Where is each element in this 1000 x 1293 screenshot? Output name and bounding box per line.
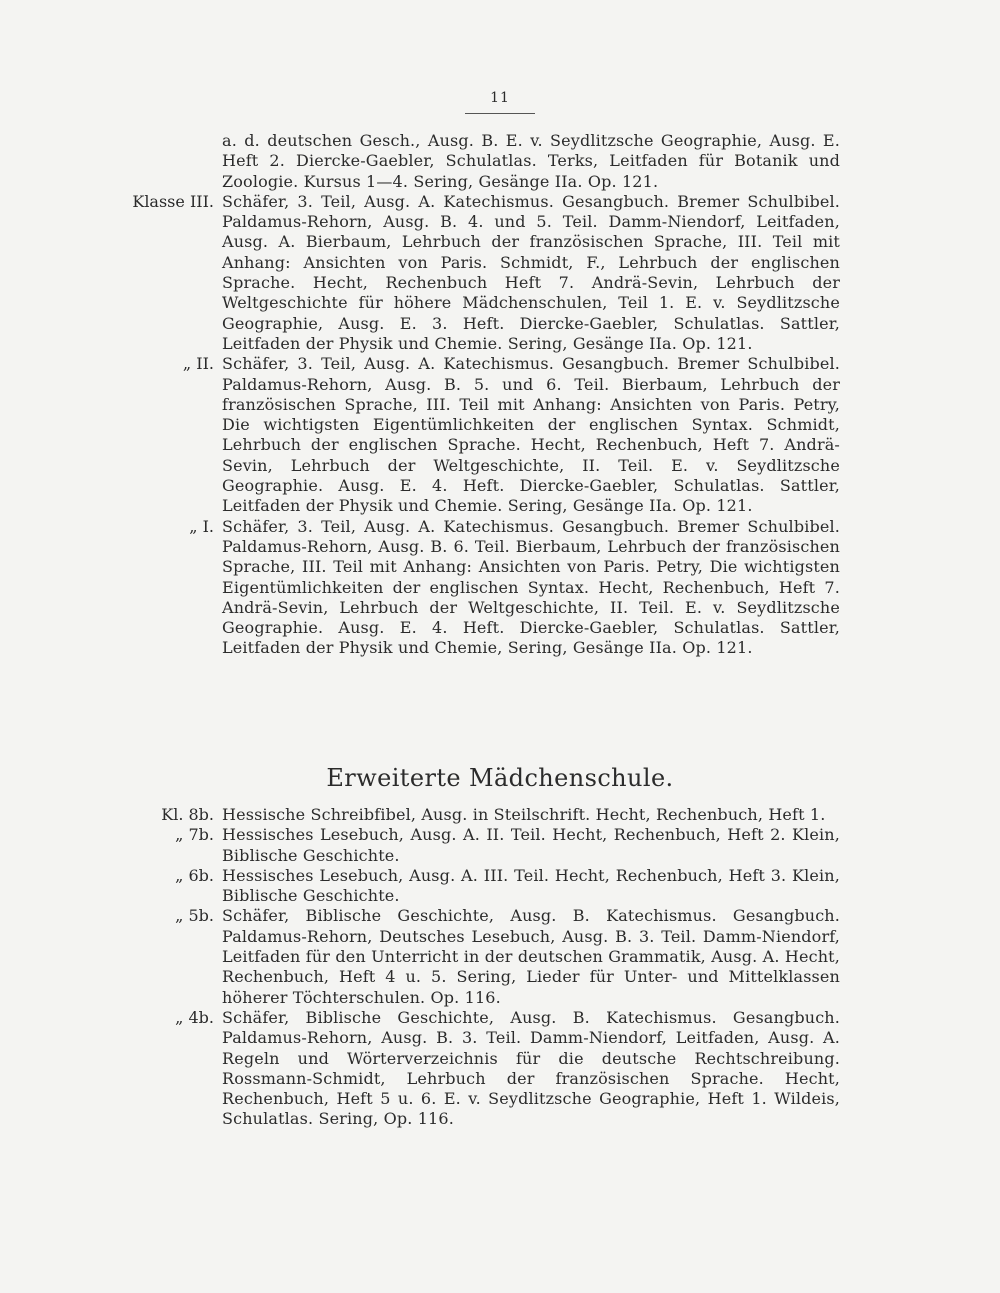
book-list-text: a. d. deutschen Gesch., Ausg. B. E. v. Seydlitzsche Geographie, Ausg. E. Heft 2. Diercke-Gaebler, Schulatlas. Terks, Leitfaden für Botanik und Zoologie. Kursus 1—4. Sering, Gesänge IIa. Op. 121. bbox=[222, 131, 840, 191]
book-list-text: Schäfer, 3. Teil, Ausg. A. Katechismus. Gesangbuch. Bremer Schulbibel. Paldamus-Rehorn, Ausg. B. 5. und 6. Teil. Bierbaum, Lehrbuch der französischen Sprache, III. Teil mit Anhang: Ansichten von Paris. Petry, Die wichtigsten Eigentümlichkeiten der englischen Syntax. Schmidt, Lehrbuch der englischen Sprache. Hecht, Rechenbuch, Heft 7. Andrä-Sevin, Lehrbuch der Weltgeschichte, II. Teil. E. v. Seydlitzsche Geographie. Ausg. E. 4. Heft. Diercke-Gaebler, Schulatlas. Sattler, Leitfaden der Physik und Chemie. Sering, Gesänge IIa. Op. 121. bbox=[222, 354, 840, 516]
list-item bbox=[0, 906, 1000, 1007]
book-list-text: Schäfer, 3. Teil, Ausg. A. Katechismus. Gesangbuch. Bremer Schulbibel. Paldamus-Rehorn, Ausg. B. 6. Teil. Bierbaum, Lehrbuch der französischen Sprache, III. Teil mit Anhang: Ansichten von Paris. Petry, Die wichtigsten Eigentümlichkeiten der englischen Syntax. Hecht, Rechenbuch, Heft 7. Andrä-Sevin, Lehrbuch der Weltgeschichte, II. Teil. E. v. Seydlitzsche Geographie. Ausg. E. 4. Heft. Diercke-Gaebler, Schulatlas. Sattler, Leitfaden der Physik und Chemie, Sering, Gesänge IIa. Op. 121. bbox=[222, 516, 840, 658]
list-item bbox=[0, 805, 1000, 825]
upper-section bbox=[0, 131, 1000, 659]
class-label: „ I. bbox=[189, 516, 214, 536]
book-list-text: Schäfer, Biblische Geschichte, Ausg. B. Katechismus. Gesangbuch. Paldamus-Rehorn, Deutsches Lesebuch, Ausg. B. 3. Teil. Damm-Niendorf, Leitfaden für den Unterricht in der deutschen Grammatik, Ausg. A. Hecht, Rechenbuch, Heft 4 u. 5. Sering, Lieder für Unter- und Mittelklassen höherer Töchterschulen. Op. 116. bbox=[222, 906, 840, 1007]
list-item bbox=[0, 131, 1000, 192]
book-list-text: Hessische Schreibfibel, Ausg. in Steilschrift. Hecht, Rechenbuch, Heft 1. bbox=[222, 805, 826, 824]
class-label: „ II. bbox=[182, 354, 214, 374]
lower-section bbox=[0, 805, 1000, 1130]
class-label: „ 6b. bbox=[175, 865, 214, 885]
list-item bbox=[0, 354, 1000, 516]
list-item bbox=[0, 1008, 1000, 1130]
list-item bbox=[0, 192, 1000, 354]
page-number: 11 bbox=[490, 90, 510, 106]
class-label: „ 7b. bbox=[175, 825, 214, 845]
class-label: „ 4b. bbox=[175, 1007, 214, 1027]
list-item bbox=[0, 825, 1000, 866]
list-item bbox=[0, 517, 1000, 659]
book-list-text: Hessisches Lesebuch, Ausg. A. II. Teil. Hecht, Rechenbuch, Heft 2. Klein, Biblische Geschichte. bbox=[222, 825, 840, 865]
class-label: „ 5b. bbox=[175, 906, 214, 926]
section-heading: Erweiterte Mädchenschule. bbox=[326, 764, 674, 792]
book-list-text: Schäfer, Biblische Geschichte, Ausg. B. Katechismus. Gesangbuch. Paldamus-Rehorn, Ausg. B. 3. Teil. Damm-Niendorf, Leitfaden, Ausg. A. Regeln und Wörterverzeichnis für die deutsche Rechtschreibung. Rossmann-Schmidt, Lehrbuch der französischen Sprache. Hecht, Rechenbuch, Heft 5 u. 6. E. v. Seydlitzsche Geographie, Heft 1. Wildeis, Schulatlas. Sering, Op. 116. bbox=[222, 1007, 840, 1129]
class-label: Kl. 8b. bbox=[161, 805, 214, 824]
page-number-rule bbox=[465, 113, 535, 114]
list-item bbox=[0, 866, 1000, 907]
class-label: Klasse III. bbox=[132, 191, 214, 211]
book-list-text: Schäfer, 3. Teil, Ausg. A. Katechismus. Gesangbuch. Bremer Schulbibel. Paldamus-Rehorn, Ausg. B. 4. und 5. Teil. Damm-Niendorf, Leitfaden, Ausg. A. Bierbaum, Lehrbuch der französischen Sprache, III. Teil mit Anhang: Ansichten von Paris. Schmidt, F., Lehrbuch der englischen Sprache. Hecht, Rechenbuch Heft 7. Andrä-Sevin, Lehrbuch der Weltgeschichte für höhere Mädchenschulen, Teil 1. E. v. Seydlitzsche Geographie, Ausg. E. 3. Heft. Diercke-Gaebler, Schulatlas. Sattler, Leitfaden der Physik und Chemie. Sering, Gesänge IIa. Op. 121. bbox=[222, 191, 840, 353]
book-list-text: Hessisches Lesebuch, Ausg. A. III. Teil. Hecht, Rechenbuch, Heft 3. Klein, Biblische Geschichte. bbox=[222, 865, 840, 906]
